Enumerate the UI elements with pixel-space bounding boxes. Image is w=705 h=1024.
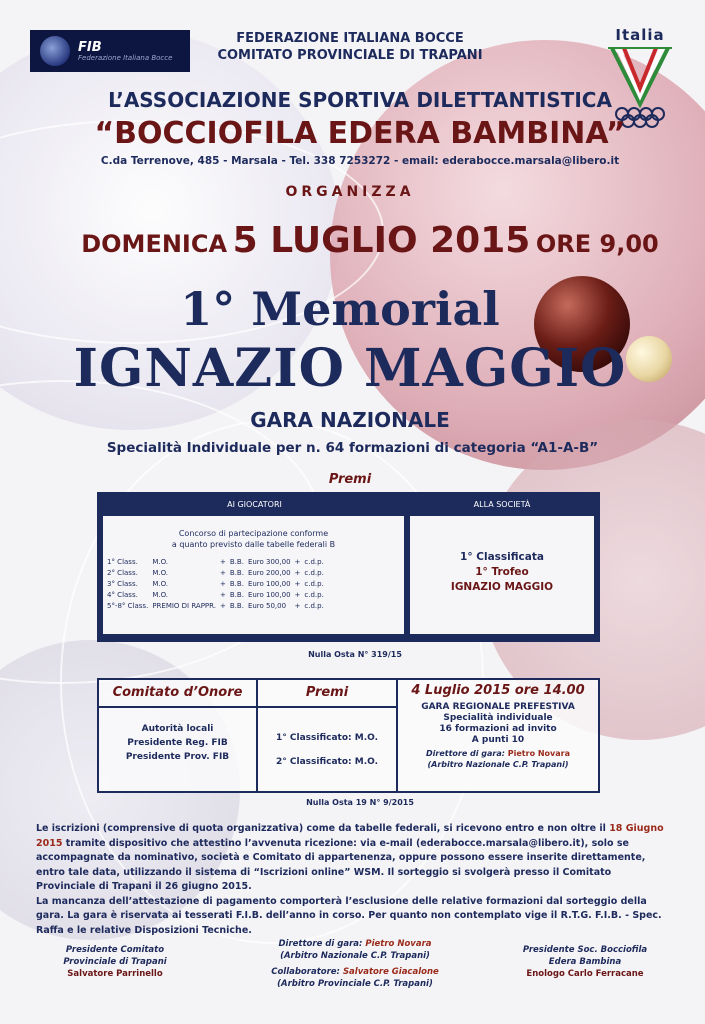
comitato-line3: Presidente Prov. FIB [125,752,230,762]
regional-director-name: Pietro Novara [507,749,570,758]
regional-prizes-header: Premi [258,680,396,708]
prize-row [107,600,328,611]
prize-row [107,567,328,578]
event-date: 5 LUGLIO 2015 [232,220,531,261]
regional-prize2: 2° Classificato: M.O. [275,757,378,767]
nulla-osta-national: Nulla Osta N° 319/15 [308,650,402,659]
rules-text-c: La mancanza dell’attestazione di pagamento comporterà l’esclusione delle relative formazioni dal sorteggio della gara. La gara è riservata ai tesserati F.I.B. dell’anno in corso. Per quanto non contemplato vige il R.T.G. F.I.B. - Spec. Raffa e le relative Disposizioni Tecniche. [36,895,662,936]
event-date-line [60,220,680,261]
mid-name2: Salvatore Giacalone [342,967,439,977]
globe-icon [40,36,70,66]
prize-cell-cdp: c.d.p. [304,557,324,566]
prize-cell-mo: M.O. [152,568,169,577]
regional-event-column [398,680,598,791]
prize-cell-euro: Euro 100,00 [247,579,291,588]
society-prize [410,550,594,595]
prize-cell-cdp: c.d.p. [304,568,324,577]
regional-prize1: 1° Classificato: M.O. [275,733,378,743]
right-role2: Edera Bambina [548,957,622,967]
prize-cell-pos: 4° Class. [107,590,138,599]
prize-cell-plus2: + [294,601,301,610]
registration-deadline: 18 Giugno 2015 [36,823,664,849]
prize-cell-bb: B.B. [229,601,244,610]
prize-cell-plus1: + [220,590,226,599]
federation-line2: COMITATO PROVINCIALE DI TRAPANI [217,48,483,63]
prize-cell-mo: M.O. [152,579,169,588]
comitato-onore-header: Comitato d’Onore [99,680,256,708]
regional-prizes-column [258,680,398,791]
prize-table [107,556,328,611]
signature-left [40,944,190,980]
mid-sub1: (Arbitro Nazionale C.P. Trapani) [280,951,430,961]
regional-event-details [398,702,598,746]
federation-line1: FEDERAZIONE ITALIANA BOCCE [236,31,464,46]
comitato-onore-column [99,680,258,791]
memorial-title: 1° Memorial [180,282,500,336]
specialty-line: Specialità Individuale per n. 64 formazioni di categoria “A1-A-B” [106,440,599,456]
nulla-osta-regional: Nulla Osta 19 N° 9/2015 [306,798,414,807]
club-name: “BOCCIOFILA EDERA BAMBINA” [94,116,626,151]
prize-row [107,589,328,600]
regional-points: A punti 10 [471,735,525,745]
association-line: L’ASSOCIAZIONE SPORTIVA DILETTANTISTICA [108,88,612,112]
honor-regional-box [97,678,600,793]
prize-cell-euro: Euro 100,00 [247,590,291,599]
prize-cell-bb: B.B. [229,557,244,566]
society-panel [410,516,594,634]
italia-olympic-logo [604,26,676,130]
society-line3: IGNAZIO MAGGIO [450,581,554,593]
memorial-name: IGNAZIO MAGGIO [73,338,627,399]
prize-cell-pos: 5°-8° Class. [107,601,149,610]
left-role1: Presidente Comitato [65,945,165,955]
rules-text-b: tramite dispositivo che attestino l’avvenuta ricezione: via e-mail (ederabocce.marsala@libero.it), solo se accompagnate da nominativo, società e Comitato di appartenenza, oppure possono essere inserite direttamente, entro tale data, utilizzando il sistema di “Iscrizioni online” WSM. Il sorteggio si svolgerà presso il Comitato Provinciale di Trapani il 26 giugno 2015. [36,837,646,892]
mid-director [240,938,470,950]
regional-prizes-list [258,726,396,774]
regional-director-label: Direttore di gara: [425,749,505,758]
prize-cell-pos: 3° Class. [107,579,138,588]
prize-cell-euro: Euro 50,00 [247,601,287,610]
prize-cell-plus1: + [220,579,226,588]
comitato-onore-list [99,722,256,764]
regional-formations: 16 formazioni ad invito [439,724,557,734]
prize-row [107,556,328,567]
prize-cell-plus1: + [220,557,226,566]
mid-collaborator [240,966,470,978]
event-time: ORE 9,00 [535,230,659,258]
right-role1: Presidente Soc. Bocciofila [522,945,648,955]
organizza-label: ORGANIZZA [285,184,415,200]
regional-director [398,748,598,770]
regional-specialty: Specialità individuale [443,713,553,723]
society-line1: 1° Classificata [460,551,544,563]
prize-cell-bb: B.B. [229,568,244,577]
mid-role1: Direttore di gara: [278,939,363,949]
prize-cell-mo: PREMIO DI RAPPR. [152,601,216,610]
prize-cell-mo: M.O. [152,590,169,599]
right-name: Enologo Carlo Ferracane [526,969,644,979]
fib-logo-subtitle: Federazione Italiana Bocce [78,53,173,62]
regional-director-role: (Arbitro Nazionale C.P. Trapani) [427,760,569,769]
players-header: AI GIOCATORI [227,500,282,509]
left-name: Salvatore Parrinello [67,969,163,979]
prize-cell-plus1: + [220,601,226,610]
prize-cell-pos: 2° Class. [107,568,138,577]
concorso-line1: Concorso di partecipazione conforme [178,529,329,538]
prize-cell-euro: Euro 200,00 [247,568,291,577]
left-role2: Provinciale di Trapani [63,957,167,967]
concorso-note [103,528,404,550]
prize-cell-bb: B.B. [229,590,244,599]
prize-cell-plus2: + [294,579,301,588]
prize-cell-euro: Euro 300,00 [247,557,291,566]
club-address: C.da Terrenove, 485 - Marsala - Tel. 338 7253272 - email: ederabocce.marsala@libero.it [100,155,620,167]
fib-logo-title: FIB [78,39,102,55]
prizes-box [97,492,600,642]
prize-cell-cdp: c.d.p. [304,601,324,610]
prize-cell-bb: B.B. [229,579,244,588]
fib-logo [30,30,190,72]
gara-nazionale: GARA NAZIONALE [250,408,450,432]
prize-cell-pos: 1° Class. [107,557,138,566]
prize-cell-plus2: + [294,568,301,577]
mid-name1: Pietro Novara [365,939,432,949]
regional-date: 4 Luglio 2015 ore 14.00 [411,683,585,698]
prize-cell-plus2: + [294,557,301,566]
rules-paragraph [36,822,670,938]
italia-word: Italia [615,26,665,44]
event-day: DOMENICA [81,230,228,258]
society-line2: 1° Trofeo [475,566,529,578]
prize-cell-cdp: c.d.p. [304,590,324,599]
mid-role2: Collaboratore: [271,967,340,977]
prize-cell-plus2: + [294,590,301,599]
signature-middle [240,938,470,990]
prize-cell-cdp: c.d.p. [304,579,324,588]
players-panel [103,516,404,634]
prize-row [107,578,328,589]
regional-event-title: GARA REGIONALE PREFESTIVA [421,702,575,712]
signature-right [500,944,670,980]
rules-text-a: Le iscrizioni (comprensive di quota organizzativa) come da tabelle federali, si ricevono entro e non oltre il [36,823,606,834]
society-header: ALLA SOCIETÀ [473,500,531,509]
mid-sub2: (Arbitro Provinciale C.P. Trapani) [277,979,433,989]
prize-cell-plus1: + [220,568,226,577]
prize-cell-mo: M.O. [152,557,169,566]
federation-header [190,30,510,64]
concorso-line2: a quanto previsto dalle tabelle federali B [171,540,336,549]
comitato-line2: Presidente Reg. FIB [127,738,228,748]
comitato-line1: Autorità locali [141,724,214,734]
prizes-title: Premi [328,472,372,487]
